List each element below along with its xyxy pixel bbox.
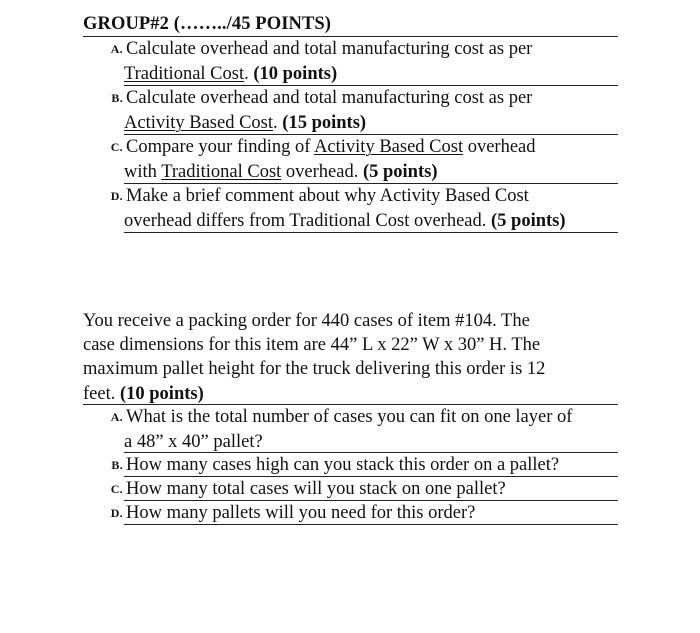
question-d (102, 501, 622, 526)
question-d-marker: D. (110, 506, 123, 520)
item-c-line1-pre: Compare your finding of (126, 137, 311, 157)
item-d-marker: D. (110, 189, 123, 203)
item-b-after-term: . (273, 112, 278, 133)
item-d-rule (124, 232, 618, 233)
item-b-points: (15 points) (282, 112, 367, 133)
item-a-after-term: . (244, 63, 249, 84)
question-b-text: How many cases high can you stack this order on a pallet? (126, 455, 560, 475)
group-item-c (102, 135, 622, 184)
paragraph-line: feet. (83, 383, 116, 404)
item-c-line1-post: overhead (467, 137, 536, 157)
paragraph-line: You receive a packing order for 440 cases of item #104. The (83, 311, 530, 331)
group-item-b (102, 86, 622, 135)
question-b (102, 453, 622, 478)
question-a-line2: a 48” x 40” pallet? (124, 431, 263, 452)
item-a-marker: A. (110, 42, 123, 56)
question-c-marker: C. (110, 482, 123, 496)
item-a-line1: Calculate overhead and total manufacturing cost as per (126, 39, 533, 59)
item-c-marker: C. (110, 140, 123, 154)
question-c (102, 477, 622, 502)
item-d-line2: overhead differs from Traditional Cost overhead. (124, 210, 487, 231)
item-c-points: (5 points) (362, 161, 438, 182)
item-c-term2: Traditional Cost (161, 161, 282, 182)
question-d-rule (124, 524, 618, 525)
question-a-marker: A. (110, 410, 123, 424)
group-item-d (102, 184, 622, 233)
item-c-line2-post: overhead. (285, 161, 359, 182)
paragraph-line: case dimensions for this item are 44” L x 22” W x 30” H. The (83, 335, 541, 356)
item-c-line2-pre: with (124, 161, 157, 182)
question-b-marker: B. (111, 458, 123, 472)
item-b-line1: Calculate overhead and total manufacturing cost as per (126, 88, 533, 108)
group-heading: GROUP#2 (……../45 POINTS) (83, 14, 332, 34)
item-c-term1: Activity Based Cost (314, 137, 464, 157)
item-a-term: Traditional Cost (124, 63, 245, 84)
item-d-line1: Make a brief comment about why Activity Based Cost (126, 186, 529, 206)
group-item-a (102, 37, 622, 86)
question-a-line1: What is the total number of cases you can fit on one layer of (126, 407, 573, 427)
question-d-text: How many pallets will you need for this order? (126, 503, 476, 523)
problem-points: (10 points) (119, 383, 204, 404)
problem-paragraph (83, 309, 611, 406)
item-a-points: (10 points) (253, 63, 338, 84)
item-d-points: (5 points) (491, 210, 566, 231)
paragraph-line: maximum pallet height for the truck delivering this order is 12 (83, 359, 546, 380)
question-a (102, 405, 622, 454)
item-b-marker: B. (111, 91, 123, 105)
question-c-text: How many total cases will you stack on one pallet? (126, 479, 506, 499)
item-b-term: Activity Based Cost (124, 112, 274, 133)
